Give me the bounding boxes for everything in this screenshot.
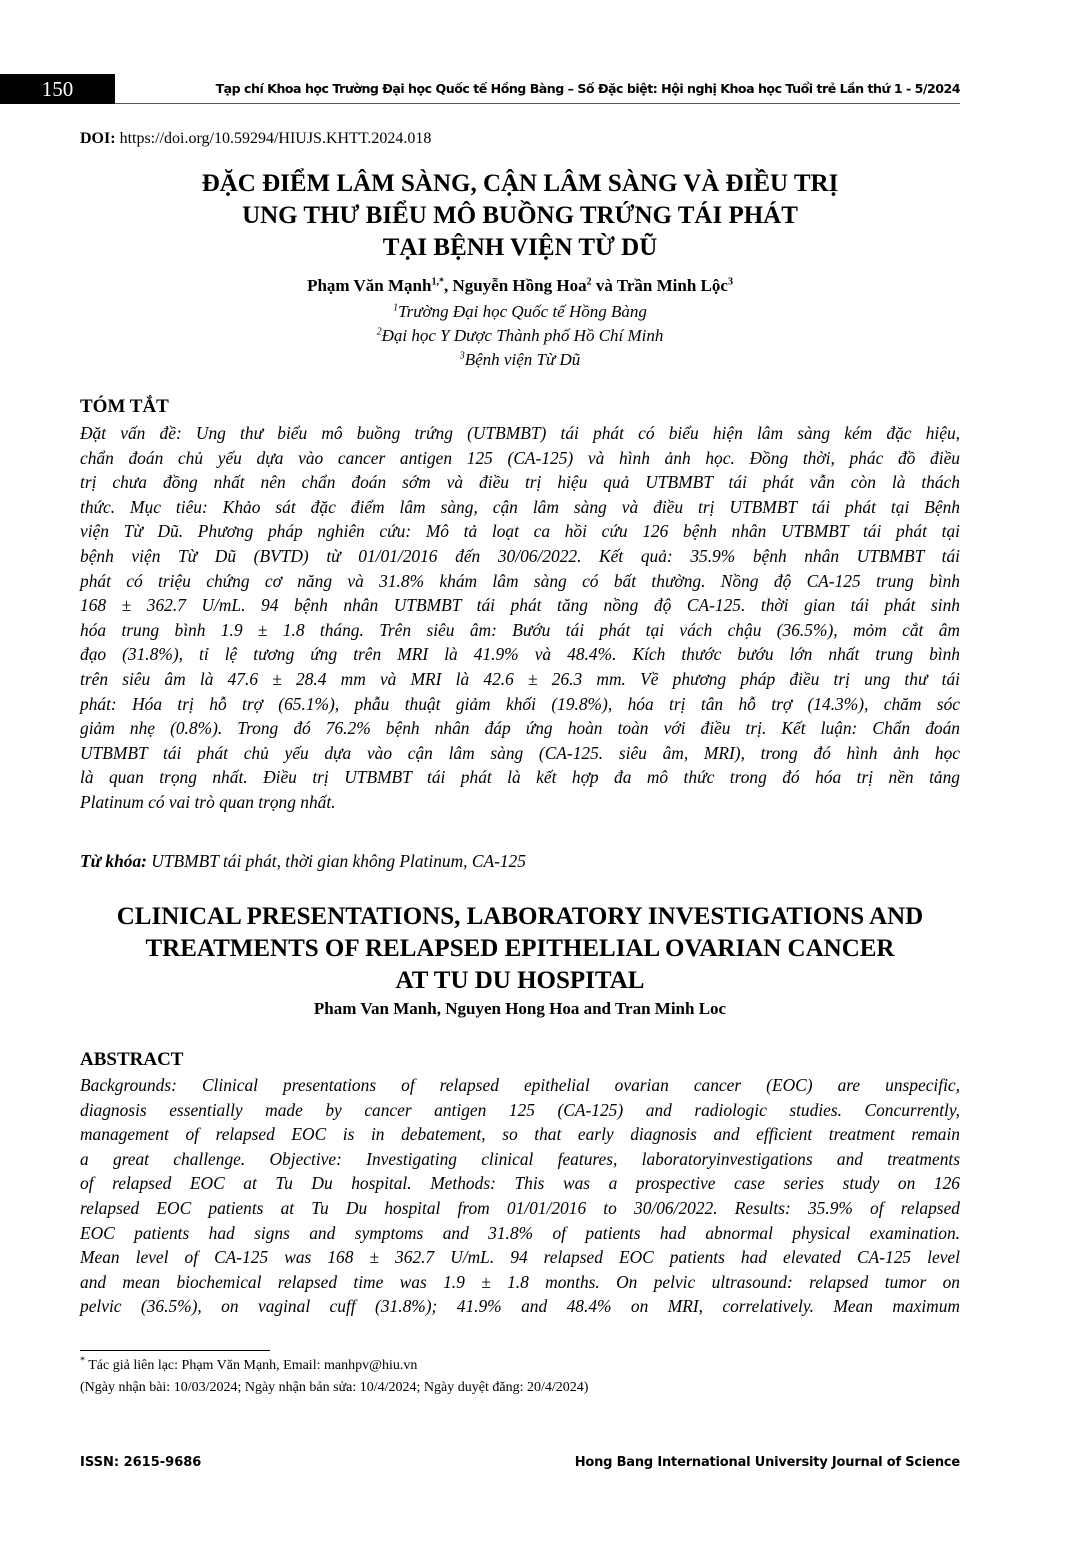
affiliation: [80, 324, 960, 348]
author-name: Phạm Văn Mạnh: [307, 276, 432, 295]
abstract-line: thức. Mục tiêu: Khảo sát đặc điểm lâm sàng, cận lâm sàng và điều trị UTBMBT tái phát tại Bệnh: [80, 496, 960, 517]
affiliation: [80, 300, 960, 324]
abstract-line: Platinum có vai trò quan trọng nhất.: [80, 791, 336, 812]
abstract-line: of relapsed EOC at Tu Du hospital. Methods: This was a prospective case series study on 126: [80, 1173, 960, 1194]
journal-footer-title: Hong Bang International University Journal of Science: [574, 1455, 960, 1470]
doi-label: DOI:: [80, 130, 116, 147]
affiliation-text: Đại học Y Dược Thành phố Hồ Chí Minh: [381, 326, 664, 345]
abstract-line: trị chưa đồng nhất nên chẩn đoán sớm và điều trị hiệu quả UTBMBT tái phát vẫn còn là thách: [80, 472, 960, 493]
abstract-line: phát có triệu chứng cơ năng và 31.8% khám lâm sàng có bất thường. Nồng độ CA-125 trung bình: [80, 570, 960, 591]
issn: ISSN: 2615-9686: [80, 1455, 202, 1470]
vietnamese-title: [80, 168, 960, 264]
title-line: TẠI BỆNH VIỆN TỪ DŨ: [382, 234, 658, 261]
abstract-line: 168 ± 362.7 U/mL. 94 bệnh nhân UTBMBT tái phát tăng nồng độ CA-125. thời gian tái phát sinh: [80, 595, 960, 616]
english-title: [80, 901, 960, 997]
corresponding-author-footnote: [80, 1355, 418, 1374]
keywords-label: Từ khóa:: [80, 851, 147, 871]
abstract-line: relapsed EOC patients at Tu Du hospital from 01/01/2016 to 30/06/2022. Results: 35.9% of relapsed: [80, 1197, 960, 1218]
keywords-line: [80, 851, 526, 872]
doi-line: [80, 130, 431, 148]
title-line: UNG THƯ BIỂU MÔ BUỒNG TRỨNG TÁI PHÁT: [242, 202, 798, 229]
affiliation-sup: 1: [393, 302, 399, 314]
abstract-line: viện Từ Dũ. Phương pháp nghiên cứu: Mô tả loạt ca hồi cứu 126 bệnh nhân UTBMBT tái phát tại: [80, 521, 960, 542]
footnote-text: Tác giả liên lạc: Phạm Văn Mạnh, Email: manhpv@hiu.vn: [85, 1358, 418, 1373]
abstract-line: là quan trọng nhất. Điều trị UTBMBT tái phát là kết hợp đa mô thức trong đó hóa trị nền tảng: [80, 767, 960, 788]
title-line: TREATMENTS OF RELAPSED EPITHELIAL OVARIAN CANCER: [145, 935, 895, 962]
affiliation-sup: 2: [376, 326, 382, 338]
author-affil-sup: 3: [727, 276, 733, 288]
author-separator: ,: [443, 276, 453, 295]
title-line: CLINICAL PRESENTATIONS, LABORATORY INVESTIGATIONS AND: [116, 903, 924, 930]
abstract-line: diagnosis essentially made by cancer antigen 125 (CA-125) and radiologic studies. Concurrently,: [80, 1099, 960, 1120]
abstract-line: and mean biochemical relapsed time was 1.9 ± 1.8 months. On pelvic ultrasound: relapsed tumor on: [80, 1271, 960, 1292]
journal-running-title: Tạp chí Khoa học Trường Đại học Quốc tế Hồng Bàng – Số Đặc biệt: Hội nghị Khoa học Tuổi trẻ Lần thứ 1 - 5/2024: [215, 81, 960, 96]
keywords-text: UTBMBT tái phát, thời gian không Platinum, CA-125: [146, 851, 526, 871]
vietnamese-abstract: [80, 421, 960, 815]
title-line: AT TU DU HOSPITAL: [395, 967, 645, 994]
abstract-line: Mean level of CA-125 was 168 ± 362.7 U/mL. 94 relapsed EOC patients had elevated CA-125 level: [80, 1247, 960, 1268]
affiliation: [80, 348, 960, 372]
doi-link[interactable]: https://doi.org/10.59294/HIUJS.KHTT.2024.018: [119, 130, 432, 147]
english-abstract: [80, 1073, 960, 1319]
english-abstract-heading: ABSTRACT: [80, 1049, 184, 1070]
dates-footnote: (Ngày nhận bài: 10/03/2024; Ngày nhận bản sửa: 10/4/2024; Ngày duyệt đăng: 20/4/2024): [80, 1380, 589, 1395]
title-line: ĐẶC ĐIỂM LÂM SÀNG, CẬN LÂM SÀNG VÀ ĐIỀU TRỊ: [201, 170, 839, 197]
english-authors: Pham Van Manh, Nguyen Hong Hoa and Tran Minh Loc: [313, 999, 727, 1018]
affiliations: [80, 300, 960, 372]
abstract-line: Đặt vấn đề: Ung thư biểu mô buồng trứng (UTBMBT) tái phát có biểu hiện lâm sàng kém đặc hiệu,: [80, 423, 960, 443]
author-name: Trần Minh Lộc: [616, 276, 728, 295]
abstract-line: đạo (31.8%), tỉ lệ tương ứng trên MRI là 41.9% và 48.4%. Kích thước bướu lớn nhất trung bình: [80, 644, 960, 665]
author-affil-sup: 1,*: [431, 276, 444, 288]
abstract-line: EOC patients had signs and symptoms and 31.8% of patients had abnormal physical examination.: [80, 1222, 960, 1243]
abstract-line: pelvic (36.5%), on vaginal cuff (31.8%); 41.9% and 48.4% on MRI, correlatively. Mean maximum: [80, 1296, 960, 1317]
running-header: [0, 74, 1090, 104]
abstract-line: trên siêu âm là 47.6 ± 28.4 mm và MRI là 42.6 ± 26.3 mm. Về phương pháp điều trị ung thư tái: [80, 668, 960, 689]
page-number: 150: [0, 74, 115, 104]
abstract-line: a great challenge. Objective: Investigating clinical features, laboratoryinvestigations and treatments: [80, 1148, 960, 1169]
abstract-line: UTBMBT tái phát chủ yếu dựa vào cận lâm sàng (CA-125. siêu âm, MRI), trong đó hình ảnh học: [80, 742, 960, 763]
abstract-line: chẩn đoán chủ yếu dựa vào cancer antigen 125 (CA-125) và hình ảnh học. Đồng thời, phác đồ điều: [80, 447, 960, 468]
affiliation-text: Trường Đại học Quốc tế Hồng Bàng: [398, 302, 647, 321]
author-separator: và: [591, 276, 617, 295]
author-affil-sup: 2: [586, 276, 592, 288]
abstract-line: Backgrounds: Clinical presentations of relapsed epithelial ovarian cancer (EOC) are unspecific,: [80, 1075, 960, 1095]
abstract-line: giảm nhẹ (0.8%). Trong đó 76.2% bệnh nhân đáp ứng hoàn toàn với điều trị. Kết luận: Chẩn đoán: [80, 718, 960, 739]
author-name: Nguyễn Hồng Hoa: [452, 276, 587, 295]
affiliation-text: Bệnh viện Từ Dũ: [464, 350, 581, 369]
vietnamese-abstract-heading: TÓM TẮT: [80, 396, 169, 417]
abstract-line: phát: Hóa trị hỗ trợ (65.1%), phẫu thuật giảm khối (19.8%), hóa trị tân hỗ trợ (14.3%), chăm sóc: [80, 693, 960, 714]
vietnamese-authors: [80, 276, 960, 296]
header-rule: [115, 103, 960, 104]
abstract-line: management of relapsed EOC is in debatement, so that early diagnosis and efficient treatment remain: [80, 1124, 960, 1145]
footnote-rule: [80, 1350, 270, 1351]
abstract-line: hóa trung bình 1.9 ± 1.8 tháng. Trên siêu âm: Bướu tái phát tại vách chậu (36.5%), mỏm cắt âm: [80, 619, 960, 640]
abstract-line: bệnh viện Từ Dũ (BVTD) từ 01/01/2016 đến 30/06/2022. Kết quả: 35.9% bệnh nhân UTBMBT tái: [80, 545, 960, 566]
affiliation-sup: 3: [459, 350, 465, 362]
footnote-mark: *: [80, 1355, 85, 1367]
